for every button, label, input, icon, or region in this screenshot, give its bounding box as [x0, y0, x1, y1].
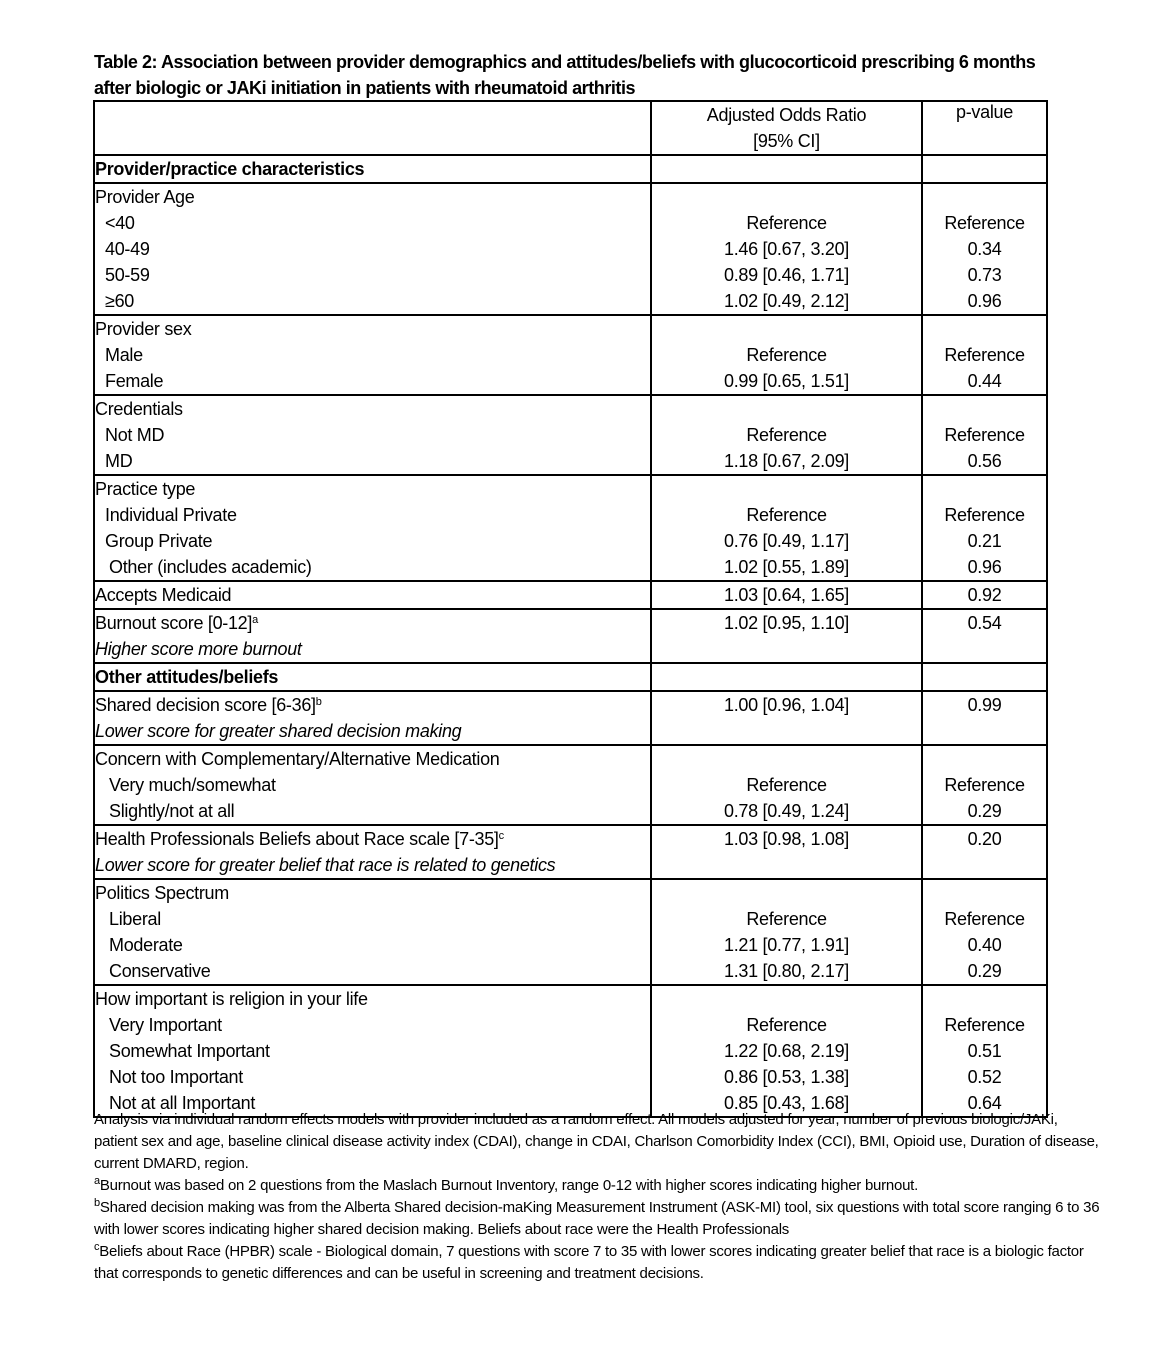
odds-ratio-cell: 1.31 [0.80, 2.17] — [723, 961, 849, 981]
row-label: Moderate — [109, 935, 183, 955]
p-value-cell: 0.21 — [967, 531, 1002, 551]
footnote-marker: a — [94, 1175, 100, 1187]
footnote-marker: b — [94, 1197, 100, 1209]
group-provider-age — [94, 183, 1047, 315]
footnote-marker: c — [94, 1241, 100, 1253]
footnote-marker: b — [315, 696, 322, 708]
p-value-cell: 0.92 — [967, 585, 1002, 605]
odds-ratio-cell: 1.03 [0.64, 1.65] — [723, 585, 849, 605]
header-or-line2: [95% CI] — [753, 131, 820, 151]
p-value-cell: 0.54 — [967, 613, 1002, 633]
row-label: Individual Private — [105, 505, 237, 525]
group-label: Practice type — [95, 479, 196, 499]
odds-ratio-cell: 0.78 [0.49, 1.24] — [723, 801, 849, 821]
row-label: Very much/somewhat — [109, 775, 276, 795]
p-value-cell: 0.20 — [967, 829, 1002, 849]
p-value-cell: 0.52 — [967, 1067, 1002, 1087]
table-footnotes — [94, 1109, 1104, 1285]
odds-ratio-cell: 1.03 [0.98, 1.08] — [723, 829, 849, 849]
p-value-cell: Reference — [944, 775, 1025, 795]
odds-ratio-cell: 0.76 [0.49, 1.17] — [723, 531, 849, 551]
footnote-a: $^a$Burnout was based on 2 questions from the Maslach Burnout Inventory, range 0-12 with higher scores indicating higher burnout. — [94, 1175, 919, 1194]
row-label: Male — [105, 345, 143, 365]
p-value-cell: 0.34 — [967, 239, 1002, 259]
odds-ratio-cell: 1.02 [0.55, 1.89] — [723, 557, 849, 577]
row-shared-decision-score — [94, 691, 1047, 745]
row-label: Not too Important — [109, 1067, 243, 1087]
odds-ratio-cell: Reference — [746, 775, 827, 795]
odds-ratio-cell: Reference — [746, 505, 827, 525]
p-value-cell: 0.29 — [967, 961, 1002, 981]
table-title: Table 2: Association between provider demographics and attitudes/beliefs with glucocorticoid prescribing 6 months after biologic or JAKi initiation in patients with rheumatoid arthritis — [94, 52, 1036, 98]
row-label: Burnout score $[0-12]^a$ — [95, 613, 258, 633]
section-row-provider-practice — [94, 155, 1047, 183]
group-credentials — [94, 395, 1047, 475]
p-value-cell: Reference — [944, 909, 1025, 929]
odds-ratio-cell: Reference — [746, 1015, 827, 1035]
p-value-cell: 0.29 — [967, 801, 1002, 821]
row-label: Slightly/not at all — [109, 801, 235, 821]
row-burnout-score — [94, 609, 1047, 663]
row-note: Lower score for greater shared decision making — [95, 721, 462, 741]
odds-ratio-cell: 0.89 [0.46, 1.71] — [723, 265, 849, 285]
row-label: <40 — [105, 213, 135, 233]
table-header-row — [94, 101, 1047, 155]
header-odds-ratio — [651, 101, 922, 155]
group-practice-type — [94, 475, 1047, 581]
odds-ratio-cell: 1.46 [0.67, 3.20] — [723, 239, 849, 259]
row-label: Very Important — [109, 1015, 222, 1035]
section-row-other-attitudes — [94, 663, 1047, 691]
row-label: Conservative — [109, 961, 211, 981]
p-value-cell: Reference — [944, 505, 1025, 525]
row-label: Accepts Medicaid — [95, 585, 232, 605]
p-value-cell: 0.40 — [967, 935, 1002, 955]
row-label: 40-49 — [105, 239, 150, 259]
footnote-analysis: Analysis via individual random effects models with provider included as a random effect. All models adjusted for year, number of previous biologic/JAKi, patient sex and age, baseline clinical disease activity index (CDAI), change in CDAI, Charlson Comorbidity Index (CCI), BMI, Opioid use, Duration of disease, current DMARD, region. — [94, 1111, 1099, 1172]
footnote-c: $^c$Beliefs about Race (HPBR) scale - Biological domain, 7 questions with score 7 to 35 with lower scores indicating greater belief that race is a biologic factor that corresponds to genetic differences and can be useful in screening and treatment decisions. — [94, 1241, 1084, 1282]
row-label: Not MD — [105, 425, 165, 445]
odds-ratio-cell: 1.02 [0.49, 2.12] — [723, 291, 849, 311]
header-p-value: p-value — [922, 101, 1047, 155]
odds-ratio-cell: 1.22 [0.68, 2.19] — [723, 1041, 849, 1061]
group-label: Politics Spectrum — [95, 883, 229, 903]
header-or-line1: Adjusted Odds Ratio — [706, 105, 867, 125]
row-label: ≥60 — [105, 291, 135, 311]
group-provider-sex — [94, 315, 1047, 395]
p-value-cell: Reference — [944, 345, 1025, 365]
group-cam-concern — [94, 745, 1047, 825]
group-label: Provider sex — [95, 319, 192, 339]
p-value-cell: 0.64 — [967, 1093, 1002, 1113]
section-label: Other attitudes/beliefs — [95, 667, 279, 687]
section-label: Provider/practice characteristics — [95, 159, 365, 179]
p-value-cell: 0.44 — [967, 371, 1002, 391]
row-label: Shared decision score $[6-36]^b$ — [95, 695, 322, 715]
row-note: Higher score more burnout — [95, 639, 302, 659]
footnote-marker: a — [252, 614, 258, 626]
odds-ratio-cell: 1.02 [0.95, 1.10] — [723, 613, 849, 633]
group-label: Concern with Complementary/Alternative Medication — [95, 749, 500, 769]
row-label: MD — [105, 451, 133, 471]
row-label: 50-59 — [105, 265, 150, 285]
odds-ratio-cell: Reference — [746, 213, 827, 233]
p-value-cell: 0.96 — [967, 557, 1002, 577]
group-label: Credentials — [95, 399, 183, 419]
p-value-cell: 0.73 — [967, 265, 1002, 285]
p-value-cell: 0.99 — [967, 695, 1002, 715]
p-value-cell: 0.56 — [967, 451, 1002, 471]
p-value-cell: Reference — [944, 1015, 1025, 1035]
row-label: Liberal — [109, 909, 161, 929]
row-label: Health Professionals Beliefs about Race scale $[7-35]^c$ — [95, 829, 504, 849]
group-religion-importance — [94, 985, 1047, 1117]
row-label: Other (includes academic) — [109, 557, 312, 577]
group-label: Provider Age — [95, 187, 195, 207]
odds-ratio-cell: 1.21 [0.77, 1.91] — [723, 935, 849, 955]
odds-ratio-cell: 1.00 [0.96, 1.04] — [723, 695, 849, 715]
row-label: Somewhat Important — [109, 1041, 270, 1061]
row-label: Group Private — [105, 531, 213, 551]
row-label: Not at all Important — [109, 1093, 256, 1113]
footnote-b: $^b$Shared decision making was from the Alberta Shared decision-maKing Measurement Instrument (ASK-MI) tool, six questions with total score ranging 6 to 36 with lower scores indicating higher shared decision making. Beliefs about race were the Health Professionals — [94, 1197, 1100, 1238]
results-table — [93, 100, 1048, 1118]
odds-ratio-cell: Reference — [746, 425, 827, 445]
p-value-cell: Reference — [944, 213, 1025, 233]
row-race-beliefs-scale — [94, 825, 1047, 879]
odds-ratio-cell: Reference — [746, 345, 827, 365]
p-value-cell: 0.51 — [967, 1041, 1002, 1061]
odds-ratio-cell: 0.85 [0.43, 1.68] — [723, 1093, 849, 1113]
row-note: Lower score for greater belief that race is related to genetics — [95, 855, 556, 875]
header-variable — [94, 101, 651, 155]
odds-ratio-cell: 0.86 [0.53, 1.38] — [723, 1067, 849, 1087]
p-value-cell: 0.96 — [967, 291, 1002, 311]
group-politics-spectrum — [94, 879, 1047, 985]
row-accepts-medicaid — [94, 581, 1047, 609]
odds-ratio-cell: 0.99 [0.65, 1.51] — [723, 371, 849, 391]
p-value-cell: Reference — [944, 425, 1025, 445]
row-label: Female — [105, 371, 164, 391]
footnote-marker: c — [498, 830, 504, 842]
odds-ratio-cell: 1.18 [0.67, 2.09] — [723, 451, 849, 471]
odds-ratio-cell: Reference — [746, 909, 827, 929]
group-label: How important is religion in your life — [95, 989, 368, 1009]
